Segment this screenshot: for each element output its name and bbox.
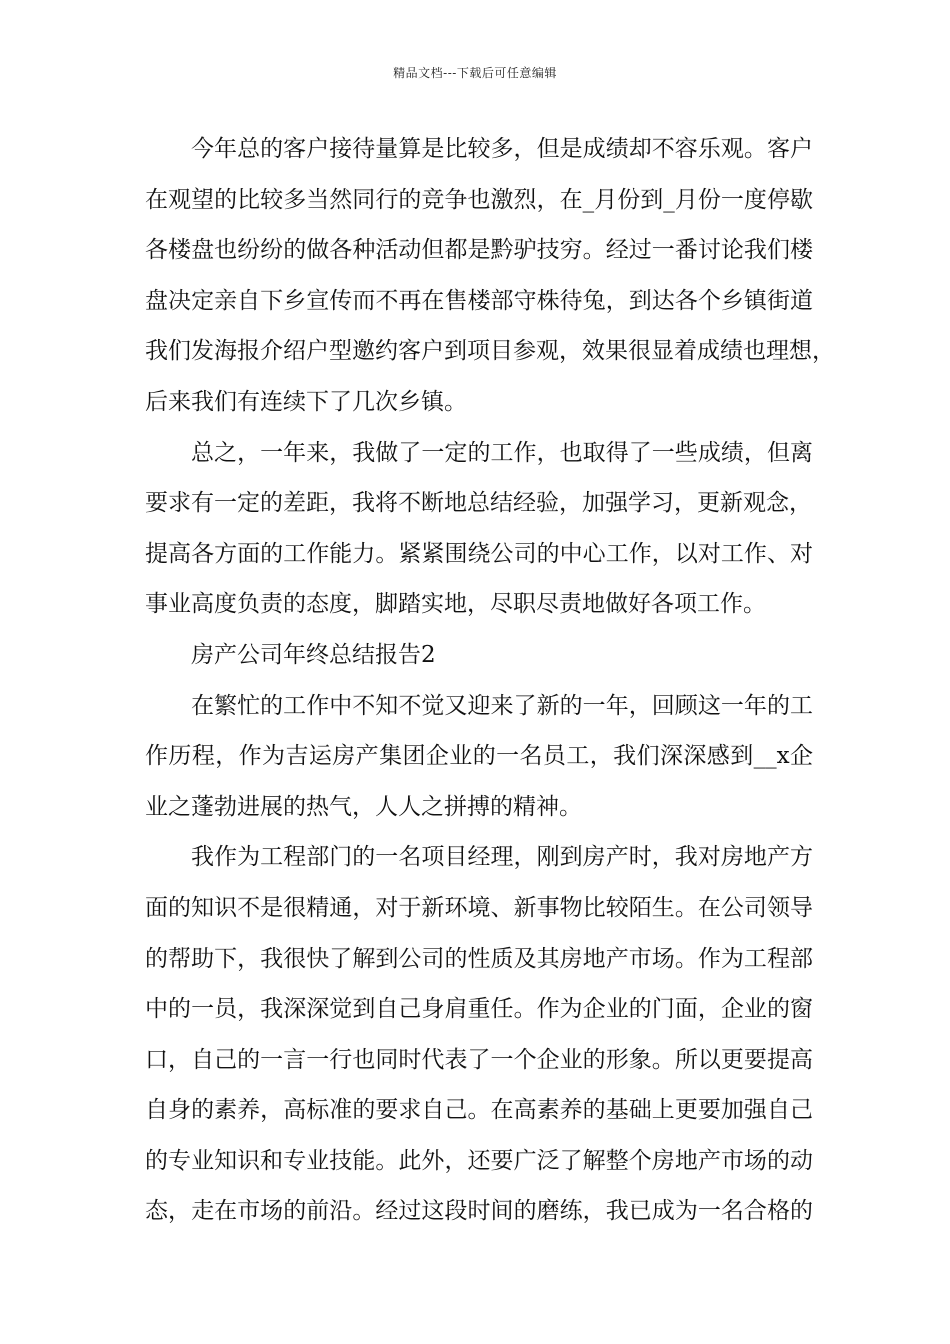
text-line: 在繁忙的工作中不知不觉又迎来了新的一年，回顾这一年的工	[191, 692, 813, 719]
text-line: 盘决定亲自下乡宣传而不再在售楼部守株待兔，到达各个乡镇街道	[145, 287, 813, 314]
text-line: 我们发海报介绍户型邀约客户到项目参观，效果很显着成绩也理想，	[145, 338, 835, 365]
text-line: 自身的素养，高标准的要求自己。在高素养的基础上更要加强自己	[145, 1097, 813, 1124]
document-body	[145, 131, 835, 1244]
section-title: 房产公司年终总结报告2	[191, 641, 436, 668]
text-line: 后来我们有连续下了几次乡镇。	[145, 388, 467, 415]
text-line: 业之蓬勃进展的热气，人人之拼搏的精神。	[145, 793, 582, 820]
text-line: 今年总的客户接待量算是比较多，但是成绩却不容乐观。客户	[191, 136, 813, 162]
text-line: 口，自己的一言一行也同时代表了一个企业的形象。所以更要提高	[145, 1046, 813, 1073]
text-line: 态，走在市场的前沿。经过这段时间的磨练，我已成为一名合格的	[145, 1198, 813, 1225]
text-line: 提高各方面的工作能力。紧紧围绕公司的中心工作，以对工作、对	[145, 540, 813, 567]
text-line: 在观望的比较多当然同行的竞争也激烈，在_月份到_月份一度停歇	[145, 186, 813, 213]
text-line: 的帮助下，我很快了解到公司的性质及其房地产市场。作为工程部	[145, 945, 813, 972]
text-line: 作历程，作为吉运房产集团企业的一名员工，我们深深感到__x企	[145, 743, 813, 770]
page-header: 精品文档---下载后可任意编辑	[393, 66, 557, 80]
text-line: 我作为工程部门的一名项目经理，刚到房产时，我对房地产方	[191, 844, 813, 871]
text-line: 的专业知识和专业技能。此外，还要广泛了解整个房地产市场的动	[145, 1147, 813, 1174]
text-line: 事业高度负责的态度，脚踏实地，尽职尽责地做好各项工作。	[145, 591, 766, 618]
text-line: 各楼盘也纷纷的做各种活动但都是黔驴技穷。经过一番讨论我们楼	[145, 237, 813, 264]
text-line: 中的一员，我深深觉到自己身肩重任。作为企业的门面，企业的窗	[145, 996, 813, 1023]
text-line: 总之，一年来，我做了一定的工作，也取得了一些成绩，但离	[191, 439, 813, 466]
text-line: 要求有一定的差距，我将不断地总结经验，加强学习，更新观念，	[145, 490, 812, 517]
text-line: 面的知识不是很精通，对于新环境、新事物比较陌生。在公司领导	[145, 894, 813, 921]
